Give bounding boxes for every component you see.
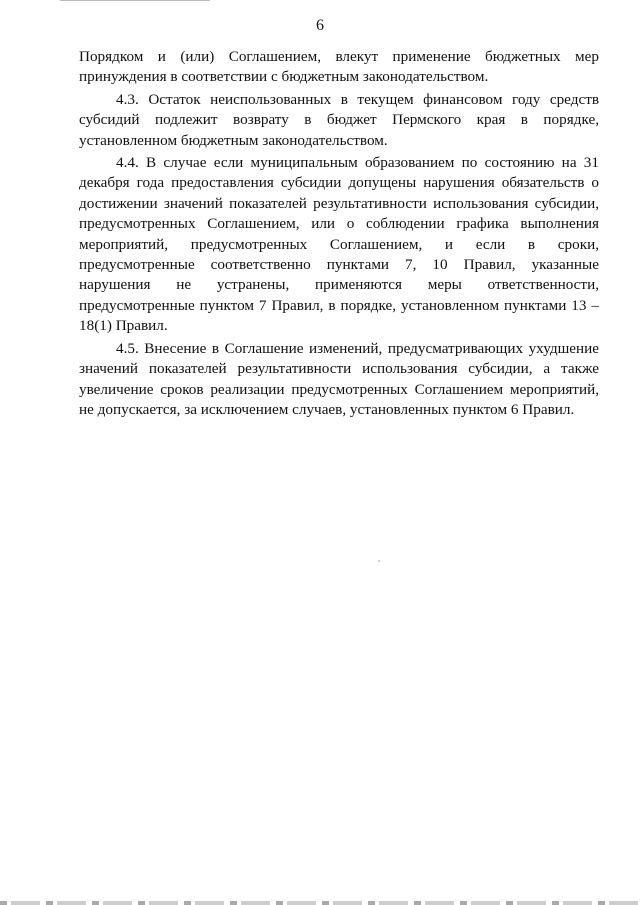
- page-number: 6: [316, 17, 324, 34]
- document-body: [79, 47, 599, 422]
- scan-artifact-dot: [378, 560, 380, 562]
- paragraph-4-5: 4.5. Внесение в Соглашение изменений, предусматривающих ухудшение значений показателей результативности использования субсидии, а также увеличение сроков реализации предусмотренных Соглашением мероприятий, не допускается, за исключением случаев, установленных пунктом 6 Правил.: [79, 339, 599, 418]
- paragraph-continuation: Порядком и (или) Соглашением, влекут применение бюджетных мер принуждения в соответствии с бюджетным законодательством.: [79, 48, 599, 86]
- scan-artifact-bottom: [0, 901, 640, 905]
- paragraph-4-3: 4.3. Остаток неиспользованных в текущем финансовом году средств субсидий подлежит возврату в бюджет Пермского края в порядке, установленном бюджетным законодательством.: [79, 90, 599, 149]
- scan-artifact-top: [60, 0, 210, 1]
- paragraph-4-4: 4.4. В случае если муниципальным образованием по состоянию на 31 декабря года предоставления субсидии допущены нарушения обязательств о достижении значений показателей результативности использования субсидии, предусмотренных Соглашением, или о соблюдении графика выполнения мероприятий, предусмотренных Соглашением, и если в сроки, предусмотренные соответственно пунктами 7, 10 Правил, указанные нарушения не устранены, применяются меры ответственности, предусмотренные пунктом 7 Правил, в порядке, установленном пунктами 13 – 18(1) Правил.: [79, 154, 599, 335]
